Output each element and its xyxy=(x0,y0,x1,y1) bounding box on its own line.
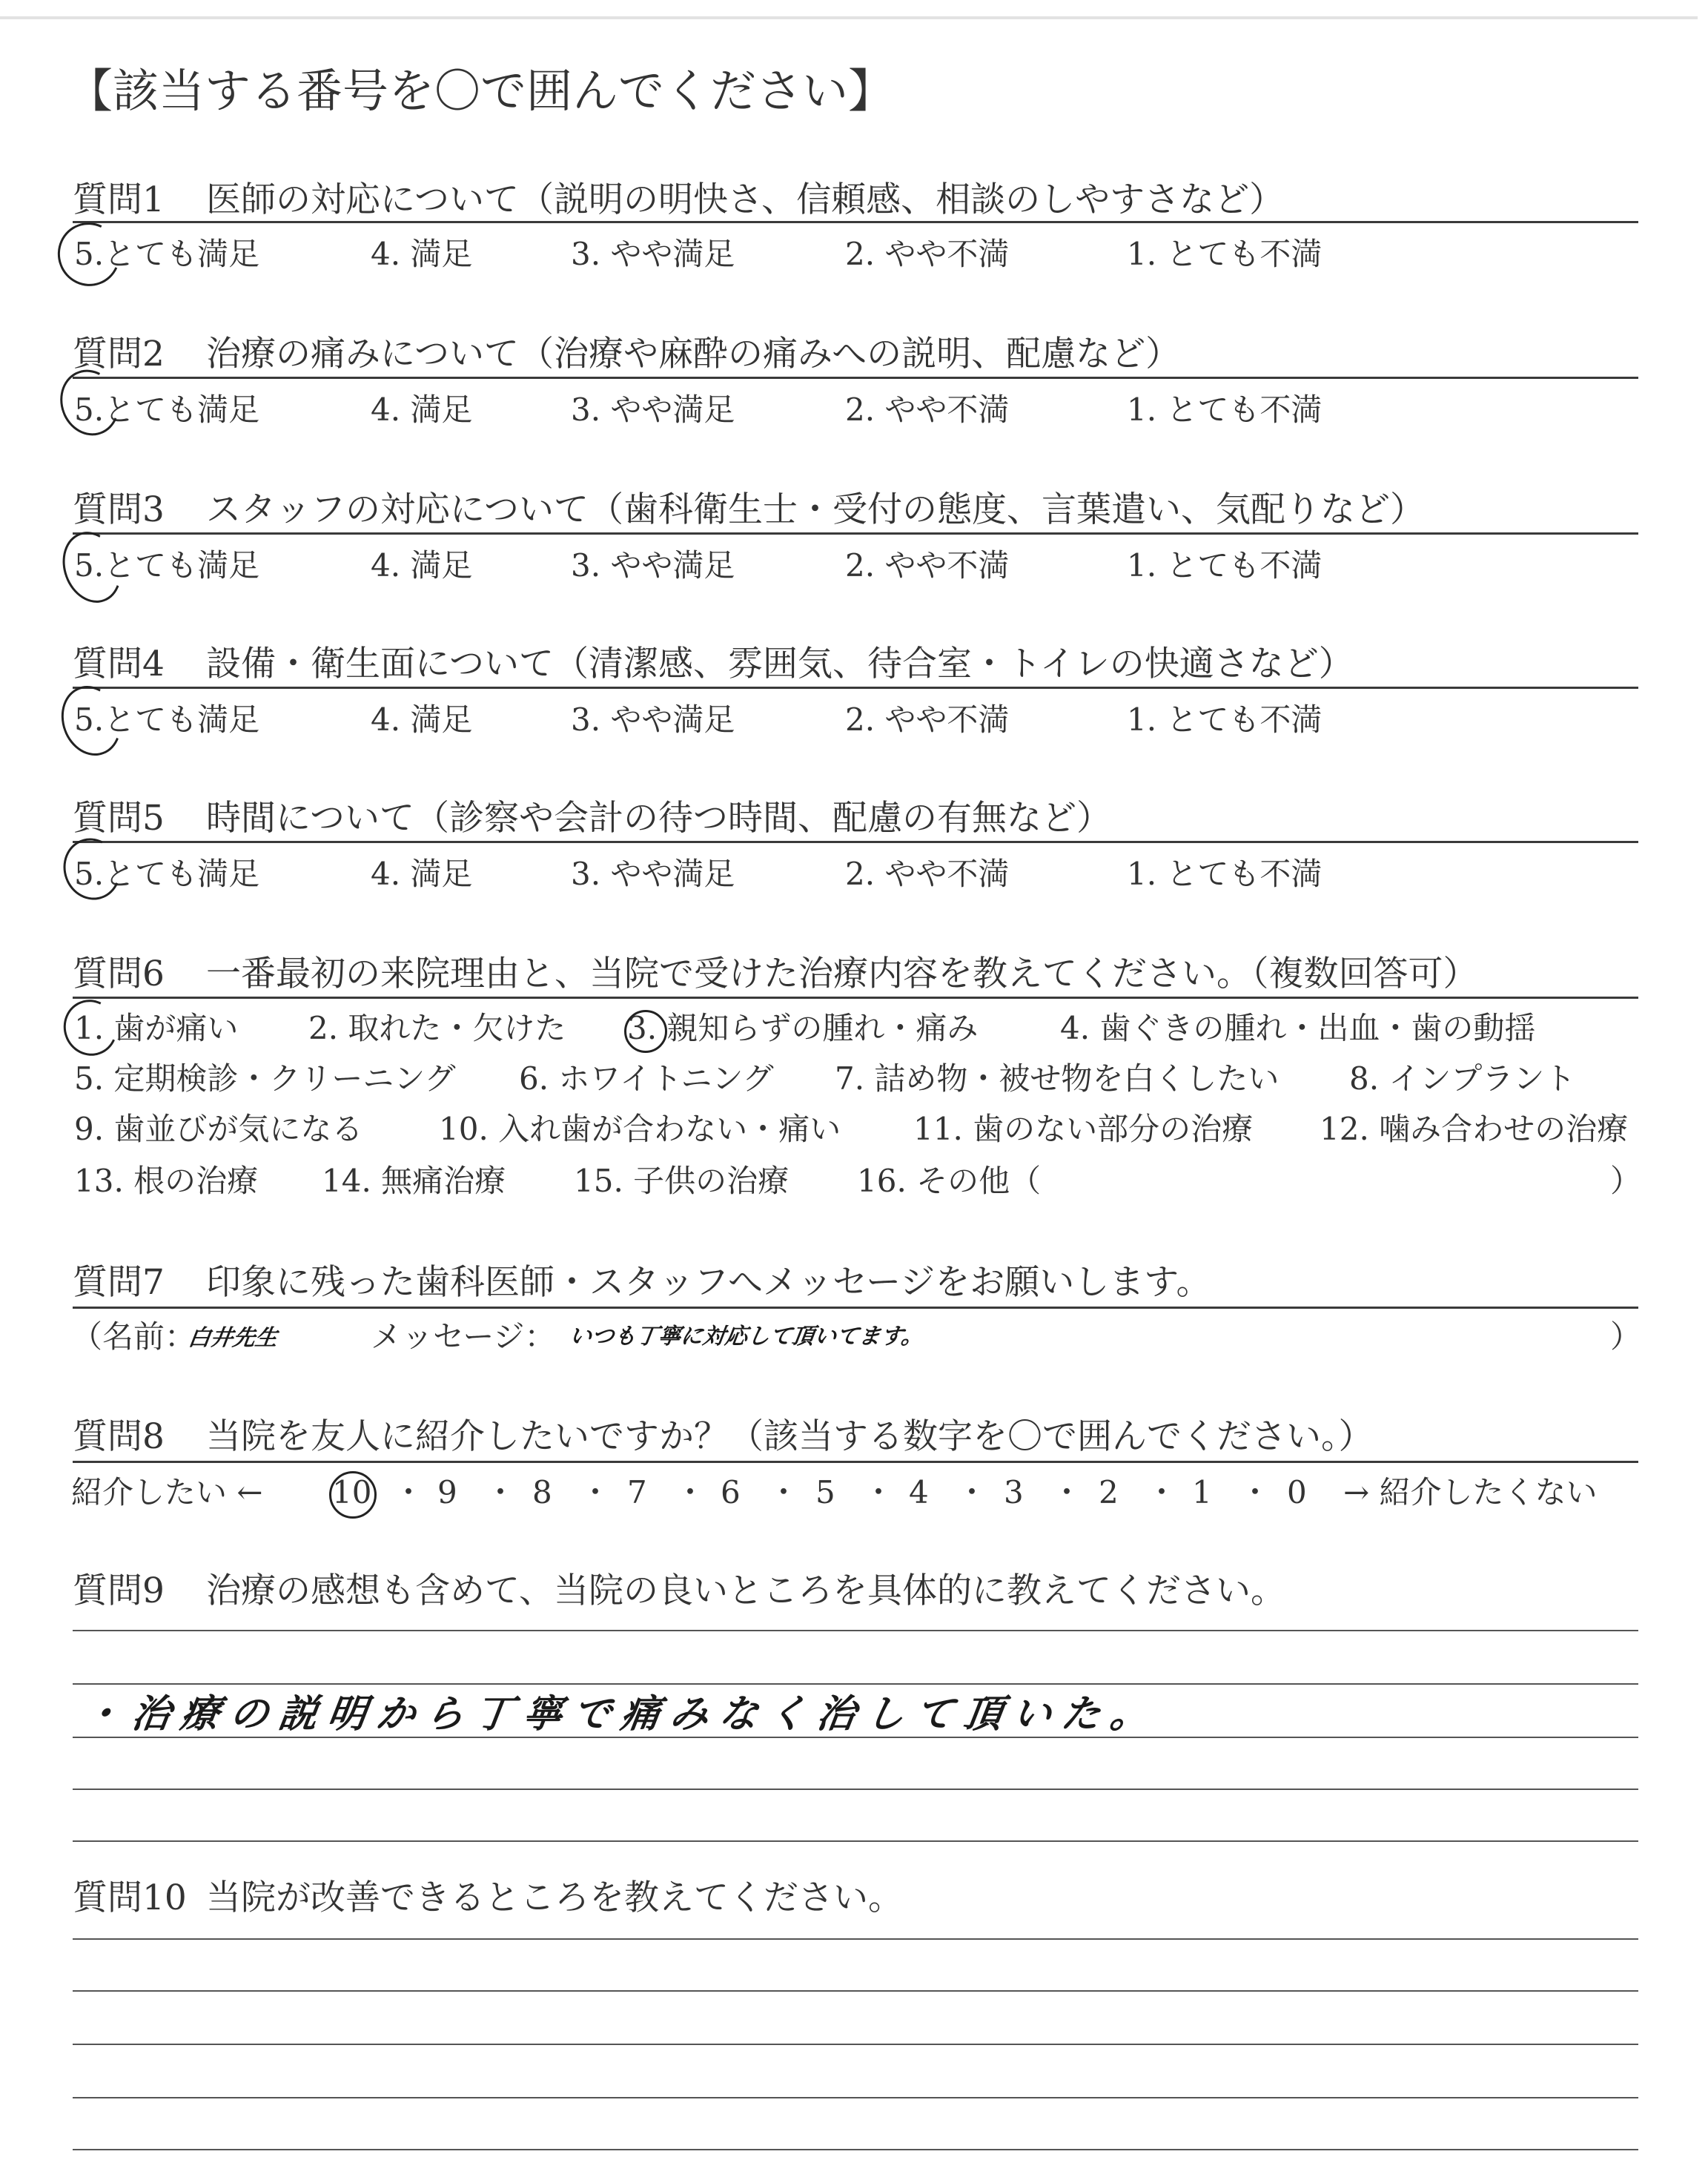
option-3[interactable]: 3. やや満足 xyxy=(571,547,735,584)
scale-dot: ・ xyxy=(1051,1474,1083,1510)
question-text: スタッフの対応について（歯科衛生士・受付の態度、言葉遣い、気配りなど） xyxy=(206,489,1426,530)
scale-dot: ・ xyxy=(1239,1474,1271,1510)
option-3[interactable]: 3. やや満足 xyxy=(571,856,735,892)
scale-7[interactable]: 7 xyxy=(627,1474,647,1510)
option-4[interactable]: 4. 満足 xyxy=(371,856,473,892)
question-number: 質問10 xyxy=(73,1877,187,1918)
question-number: 質問6 xyxy=(73,954,165,994)
name-label: （名前： xyxy=(71,1318,196,1355)
option-2[interactable]: 2. やや不満 xyxy=(845,236,1010,272)
option-1[interactable]: 1. とても不満 xyxy=(1127,856,1323,892)
q6-option-13[interactable]: 13. 根の治療 xyxy=(74,1163,259,1199)
question-rule xyxy=(73,221,1638,223)
question-rule xyxy=(73,687,1638,689)
q6-option-7[interactable]: 7. 詰め物・被せ物を白くしたい xyxy=(835,1060,1280,1097)
hand-drawn-circle xyxy=(329,1471,377,1519)
message-handwritten[interactable]: いつも丁寧に対応して頂いてます。 xyxy=(567,1324,926,1350)
scale-3[interactable]: 3 xyxy=(1004,1474,1024,1510)
q9-handwritten-answer[interactable]: ・治療の説明から丁寧で痛みなく治して頂いた。 xyxy=(79,1692,1163,1737)
name-handwritten[interactable]: 白井先生 xyxy=(186,1325,279,1351)
option-1[interactable]: 1. とても不満 xyxy=(1127,236,1323,272)
option-5[interactable]: 5.とても満足 xyxy=(74,856,260,892)
q6-other-close: ） xyxy=(1610,1163,1642,1199)
option-2[interactable]: 2. やや不満 xyxy=(845,856,1010,892)
question-text: 印象に残った歯科医師・スタッフへメッセージをお願いします。 xyxy=(206,1262,1211,1303)
recommend-left-label: 紹介したい ← xyxy=(71,1474,263,1510)
q6-option-6[interactable]: 6. ホワイトニング xyxy=(519,1060,774,1097)
option-5[interactable]: 5.とても満足 xyxy=(74,701,260,738)
question-text: 設備・衛生面について（清潔感、雰囲気、待合室・トイレの快適さなど） xyxy=(206,644,1354,684)
scale-dot: ・ xyxy=(485,1474,517,1510)
answer-line xyxy=(73,2097,1638,2098)
answer-line xyxy=(73,2149,1638,2150)
option-1[interactable]: 1. とても不満 xyxy=(1127,701,1323,738)
question-rule xyxy=(73,997,1638,999)
answer-line xyxy=(73,1840,1638,1842)
q6-option-9[interactable]: 9. 歯並びが気になる xyxy=(74,1111,363,1147)
option-4[interactable]: 4. 満足 xyxy=(371,392,473,428)
hand-drawn-circle xyxy=(53,524,131,611)
option-1[interactable]: 1. とても不満 xyxy=(1127,392,1323,428)
answer-line xyxy=(73,1789,1638,1790)
message-close: ） xyxy=(1610,1318,1642,1355)
q6-option-8[interactable]: 8. インプラント xyxy=(1349,1060,1576,1097)
option-5[interactable]: 5.とても満足 xyxy=(74,392,260,428)
top-edge-line xyxy=(0,16,1698,19)
scale-1[interactable]: 1 xyxy=(1192,1474,1212,1510)
question-rule xyxy=(73,841,1638,843)
option-2[interactable]: 2. やや不満 xyxy=(845,701,1010,738)
scale-6[interactable]: 6 xyxy=(721,1474,741,1510)
question-text: 治療の感想も含めて、当院の良いところを具体的に教えてください。 xyxy=(206,1571,1286,1611)
answer-line xyxy=(73,1630,1638,1631)
scale-0[interactable]: 0 xyxy=(1287,1474,1307,1510)
answer-line xyxy=(73,1990,1638,1992)
hand-drawn-circle xyxy=(52,678,130,764)
q6-option-14[interactable]: 14. 無痛治療 xyxy=(322,1163,506,1199)
scale-9[interactable]: 9 xyxy=(437,1474,457,1510)
scale-dot: ・ xyxy=(863,1474,895,1510)
question-number: 質問7 xyxy=(73,1262,165,1303)
option-1[interactable]: 1. とても不満 xyxy=(1127,547,1323,584)
question-number: 質問4 xyxy=(73,644,165,684)
hand-drawn-circle xyxy=(56,992,125,1063)
q6-option-5[interactable]: 5. 定期検診・クリーニング xyxy=(74,1060,456,1097)
option-4[interactable]: 4. 満足 xyxy=(371,236,473,272)
option-5[interactable]: 5.とても満足 xyxy=(74,236,260,272)
hand-drawn-circle xyxy=(49,214,129,295)
question-number: 質問8 xyxy=(73,1416,165,1457)
option-3[interactable]: 3. やや満足 xyxy=(571,236,735,272)
option-2[interactable]: 2. やや不満 xyxy=(845,547,1010,584)
scale-dot: ・ xyxy=(580,1474,612,1510)
q6-option-15[interactable]: 15. 子供の治療 xyxy=(574,1163,790,1199)
q6-option-4[interactable]: 4. 歯ぐきの腫れ・出血・歯の動揺 xyxy=(1060,1010,1536,1046)
q6-option-2[interactable]: 2. 取れた・欠けた xyxy=(308,1010,566,1046)
recommend-right-label: → 紹介したくない xyxy=(1343,1474,1598,1510)
message-label: メッセージ： xyxy=(371,1318,556,1355)
question-text: 医師の対応について（説明の明快さ、信頼感、相談のしやすさなど） xyxy=(206,179,1285,220)
question-text: 一番最初の来院理由と、当院で受けた治療内容を教えてください。（複数回答可） xyxy=(206,954,1478,994)
question-number: 質問9 xyxy=(73,1571,165,1611)
question-text: 当院を友人に紹介したいですか？（該当する数字を〇で囲んでください。） xyxy=(206,1416,1374,1457)
question-rule xyxy=(73,1461,1638,1463)
option-3[interactable]: 3. やや満足 xyxy=(571,701,735,738)
question-number: 質問2 xyxy=(73,334,165,374)
hand-drawn-circle xyxy=(624,1010,667,1053)
answer-line xyxy=(73,1683,1638,1685)
q6-option-12[interactable]: 12. 噛み合わせの治療 xyxy=(1320,1111,1629,1147)
q6-option-10[interactable]: 10. 入れ歯が合わない・痛い xyxy=(439,1111,841,1147)
answer-line xyxy=(73,1938,1638,1940)
option-3[interactable]: 3. やや満足 xyxy=(571,392,735,428)
option-4[interactable]: 4. 満足 xyxy=(371,547,473,584)
scale-5[interactable]: 5 xyxy=(815,1474,835,1510)
scale-dot: ・ xyxy=(1146,1474,1178,1510)
question-number: 質問5 xyxy=(73,798,165,839)
q6-option-3[interactable]: 3. 親知らずの腫れ・痛み xyxy=(627,1010,979,1046)
question-rule xyxy=(73,532,1638,535)
scale-8[interactable]: 8 xyxy=(532,1474,552,1510)
scale-dot: ・ xyxy=(956,1474,988,1510)
q6-option-1[interactable]: 1. 歯が痛い xyxy=(74,1010,239,1046)
question-text: 治療の痛みについて（治療や麻酔の痛みへの説明、配慮など） xyxy=(206,334,1181,374)
answer-line xyxy=(73,2044,1638,2045)
option-2[interactable]: 2. やや不満 xyxy=(845,392,1010,428)
scale-dot: ・ xyxy=(675,1474,706,1510)
option-4[interactable]: 4. 満足 xyxy=(371,701,473,738)
scale-2[interactable]: 2 xyxy=(1099,1474,1119,1510)
question-rule xyxy=(73,1307,1638,1309)
q6-option-16[interactable]: 16. その他（ xyxy=(857,1163,1042,1199)
scale-4[interactable]: 4 xyxy=(909,1474,929,1510)
question-text: 当院が改善できるところを教えてください。 xyxy=(206,1877,903,1918)
option-5[interactable]: 5.とても満足 xyxy=(74,547,260,584)
scale-dot: ・ xyxy=(768,1474,800,1510)
page-title: 【該当する番号を〇で囲んでください】 xyxy=(67,64,895,118)
scale-dot: ・ xyxy=(393,1474,425,1510)
answer-line xyxy=(73,1737,1638,1738)
question-text: 時間について（診察や会計の待つ時間、配慮の有無など） xyxy=(206,798,1112,839)
question-rule xyxy=(73,377,1638,379)
scale-10[interactable]: 10 xyxy=(332,1474,372,1510)
question-number: 質問1 xyxy=(73,179,165,220)
question-number: 質問3 xyxy=(73,489,165,530)
q6-option-11[interactable]: 11. 歯のない部分の治療 xyxy=(913,1111,1254,1147)
